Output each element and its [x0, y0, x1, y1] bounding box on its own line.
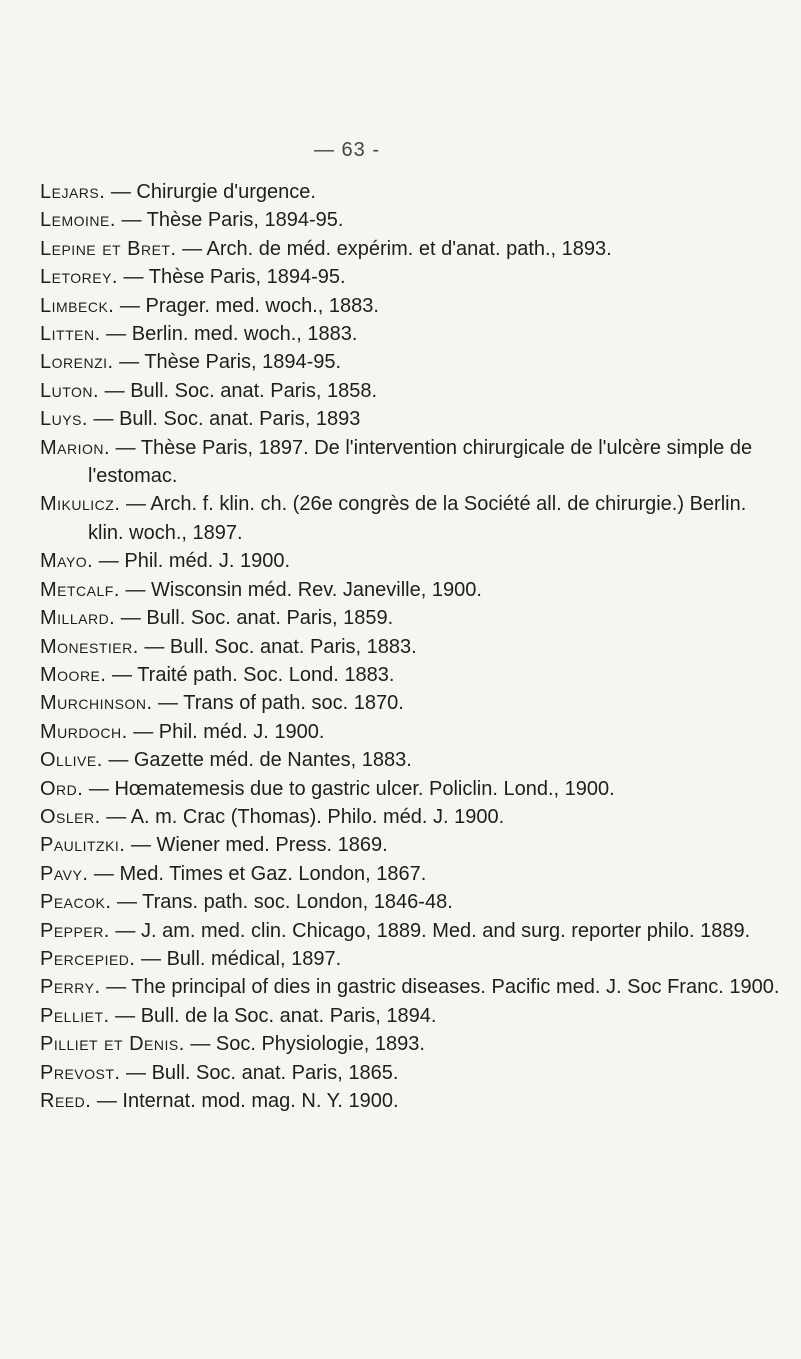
bibliography-entry: [40, 263, 780, 291]
entry-text: — The principal of dies in gastric diseases. Pacific med. J. Soc Franc. 1900.: [100, 976, 780, 999]
entry-author: Prevost.: [40, 1061, 121, 1084]
bibliography-entry: [40, 689, 780, 717]
entry-text: — Wiener med. Press. 1869.: [125, 834, 388, 857]
entry-author: Paulitzki.: [40, 834, 126, 857]
entry-text: — Bull. Soc. anat. Paris, 1859.: [115, 607, 394, 630]
bibliography-entry: [40, 292, 780, 320]
bibliography-entry: [40, 1059, 780, 1087]
entry-author: Monestier.: [40, 635, 139, 658]
entry-author: Luton.: [40, 379, 100, 402]
bibliography-entry: [40, 633, 780, 661]
entry-author: Metcalf.: [40, 578, 120, 601]
bibliography-entry: [40, 434, 780, 491]
entry-text: — Bull. de la Soc. anat. Paris, 1894.: [109, 1004, 437, 1027]
entry-author: Osler.: [40, 805, 101, 828]
entry-author: Murdoch.: [40, 720, 128, 743]
page-number: — 63 -: [314, 139, 381, 161]
bibliography-entry: [40, 746, 780, 774]
entry-author: Mayo.: [40, 550, 94, 573]
bibliography-entry: [40, 1002, 780, 1030]
bibliography-entry: [40, 405, 780, 433]
entry-text: — Bull. Soc. anat. Paris, 1883.: [138, 635, 417, 658]
entry-author: Luys.: [40, 408, 88, 431]
entry-text: — Internat. mod. mag. N. Y. 1900.: [91, 1090, 399, 1112]
entry-text: — Trans of path. soc. 1870.: [152, 692, 404, 715]
entry-text: — Thèse Paris, 1894-95.: [113, 351, 342, 374]
bibliography-entry: [40, 320, 780, 348]
entry-author: Letorey.: [40, 266, 118, 289]
bibliography-entry: [40, 973, 780, 1001]
entry-author: Pilliet et Denis.: [40, 1033, 185, 1056]
entry-author: Percepied.: [40, 947, 136, 970]
bibliography-entry: [40, 547, 780, 575]
entry-author: Ollive.: [40, 749, 103, 772]
entry-text: — Bull. médical, 1897.: [135, 947, 342, 970]
bibliography-entry: [40, 860, 780, 888]
entry-text: — Trans. path. soc. London, 1846-48.: [111, 891, 453, 914]
entry-text: — Berlin. med. woch., 1883.: [100, 323, 358, 346]
entry-author: Moore.: [40, 663, 107, 686]
entry-author: Pelliet.: [40, 1004, 110, 1027]
entry-text: — Prager. med. woch., 1883.: [114, 294, 379, 317]
bibliography-entry: [40, 604, 780, 632]
entry-author: Ord.: [40, 777, 84, 800]
bibliography-entry: [40, 1087, 780, 1115]
entry-text: — Gazette méd. de Nantes, 1883.: [102, 749, 412, 772]
entry-author: Lemoine.: [40, 209, 116, 232]
entry-author: Peacok.: [40, 891, 112, 914]
bibliography-entry: [40, 917, 780, 945]
entry-author: Mikulicz.: [40, 493, 121, 516]
bibliography-entry: [40, 775, 780, 803]
entry-author: Millard.: [40, 607, 116, 630]
bibliography-entry: [40, 178, 780, 206]
entry-author: Perry.: [40, 976, 101, 999]
entry-text: — Med. Times et Gaz. London, 1867.: [88, 862, 427, 885]
bibliography-entry: [40, 235, 780, 263]
entry-text: — Thèse Paris, 1894-95.: [115, 209, 344, 232]
bibliography-entry: [40, 831, 780, 859]
bibliography-entry: [40, 576, 780, 604]
entry-text: — Chirurgie d'urgence.: [105, 181, 316, 203]
entry-author: Pavy.: [40, 862, 89, 885]
bibliography-entry: [40, 803, 780, 831]
entry-author: Pepper.: [40, 919, 110, 942]
entry-author: Lejars.: [40, 181, 106, 203]
bibliography-entry: [40, 661, 780, 689]
entry-author: Litten.: [40, 323, 101, 346]
entry-text: — Arch. de méd. expérim. et d'anat. path., 1893.: [176, 237, 612, 260]
entry-author: Limbeck.: [40, 294, 115, 317]
entry-text: — Arch. f. klin. ch. (26e congrès de la Société all. de chirurgie.) Berlin. klin. woch., 1897.: [88, 493, 747, 544]
bibliography-entry: [40, 945, 780, 973]
entry-author: Lepine et Bret.: [40, 237, 177, 260]
entry-author: Murchinson.: [40, 692, 153, 715]
entry-text: — Phil. méd. J. 1900.: [127, 720, 325, 743]
bibliography-entry: [40, 718, 780, 746]
entry-text: — Bull. Soc. anat. Paris, 1893: [87, 408, 361, 431]
entry-author: Marion.: [40, 436, 111, 459]
bibliography-entry: [40, 1030, 780, 1058]
bibliography-entry: [40, 348, 780, 376]
bibliography-entry: [40, 377, 780, 405]
entry-text: — Thèse Paris, 1897. De l'intervention chirurgicale de l'ulcère simple de l'estomac.: [88, 436, 753, 488]
entry-text: — Bull. Soc. anat. Paris, 1865.: [120, 1061, 399, 1084]
entry-text: — A. m. Crac (Thomas). Philo. méd. J. 1900.: [100, 805, 505, 828]
bibliography-entry: [40, 206, 780, 234]
bibliography-list: [40, 178, 780, 1115]
entry-author: Lorenzi.: [40, 351, 114, 374]
bibliography-entry: [40, 490, 780, 547]
entry-author: Reed.: [40, 1090, 92, 1112]
entry-text: — Wisconsin méd. Rev. Janeville, 1900.: [119, 578, 482, 601]
entry-text: — Bull. Soc. anat. Paris, 1858.: [99, 379, 378, 402]
entry-text: — Soc. Physiologie, 1893.: [184, 1033, 425, 1056]
entry-text: — Thèse Paris, 1894-95.: [118, 266, 346, 289]
entry-text: — Traité path. Soc. Lond. 1883.: [106, 663, 395, 686]
entry-text: — Hœmatemesis due to gastric ulcer. Policlin. Lond., 1900.: [83, 777, 615, 800]
entry-text: — J. am. med. clin. Chicago, 1889. Med. and surg. reporter philo. 1889.: [109, 919, 751, 942]
bibliography-entry: [40, 888, 780, 916]
entry-text: — Phil. méd. J. 1900.: [93, 550, 291, 573]
